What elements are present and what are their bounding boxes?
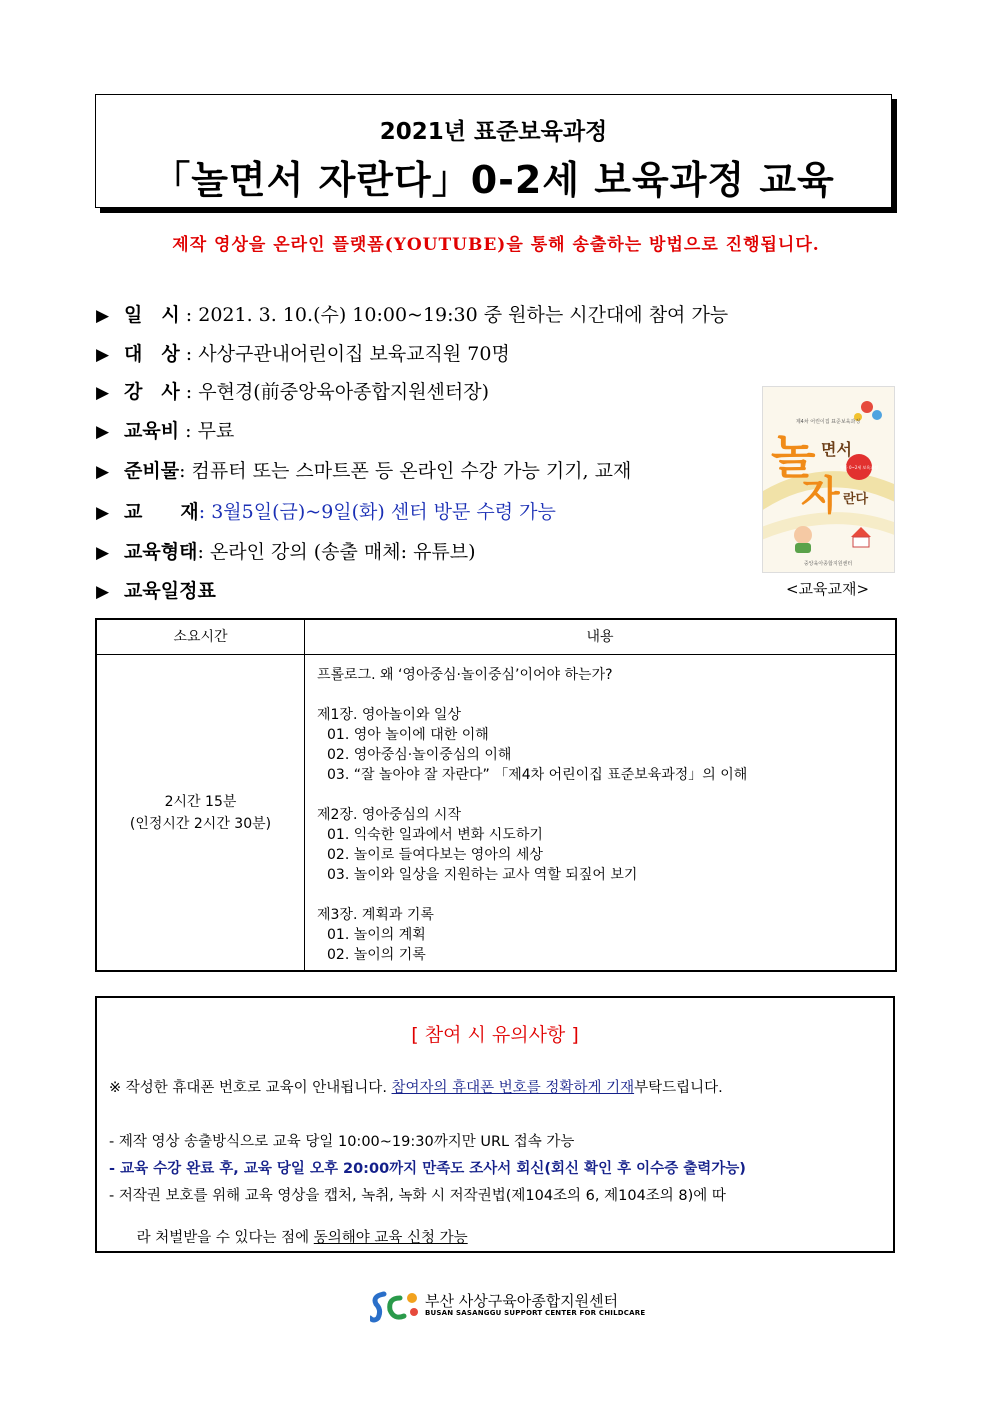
info-value: : 사상구관내어린이집 보육교직원 70명 (179, 343, 510, 365)
schedule-table (95, 618, 897, 972)
bullet-triangle-icon: ▶ (96, 306, 110, 326)
caution-emphasis: 참여자의 휴대폰 번호를 정확하게 기재 (391, 1080, 635, 1096)
center-name-english: BUSAN SASANGGU SUPPORT CENTER FOR CHILDCARE (425, 1309, 646, 1317)
info-label: 교 재 (124, 501, 199, 523)
info-value: : 온라인 강의 (송출 매체: 유튜브) (197, 541, 476, 563)
caution-bullet-access: - 제작 영상 송출방식으로 교육 당일 10:00~19:30까지만 URL 접속 가능 (109, 1134, 575, 1150)
textbook-cover-image (762, 386, 895, 573)
info-target (96, 339, 510, 366)
bullet-triangle-icon: ▶ (96, 462, 110, 482)
info-label: 일 시 (124, 304, 180, 326)
info-value: : 2021. 3. 10.(수) 10:00~19:30 중 원하는 시간대에 참여 가능 (179, 304, 729, 326)
bullet-triangle-icon: ▶ (96, 503, 110, 523)
caution-bullet-copyright: - 저작권 보호를 위해 교육 영상을 캡처, 녹취, 녹화 시 저작권법(제104조의 6, 제104조의 8)에 따 (109, 1188, 726, 1204)
center-logo-icon (370, 1288, 422, 1324)
info-label: 강 사 (124, 381, 180, 403)
title-box (95, 94, 892, 208)
info-format (96, 537, 476, 564)
content-line (317, 785, 887, 805)
textbook-illustration (763, 387, 894, 572)
info-lecturer (96, 377, 489, 404)
book-title-part4: 란다 (843, 492, 869, 507)
info-label: 교육비 (124, 420, 180, 442)
info-value: : 컴퓨터 또는 스마트폰 등 온라인 수강 가능 기기, 교재 (179, 460, 632, 482)
info-date (96, 300, 728, 327)
caution-text: 라 처벌받을 수 있다는 점에 (127, 1230, 314, 1246)
info-value: : 무료 (179, 420, 235, 442)
caution-box (95, 996, 895, 1253)
content-line: 제2장. 영아중심의 시작 (317, 807, 461, 823)
book-top-text: 제4차 어린이집 표준보육과정 (795, 419, 861, 425)
info-label: 대 상 (124, 343, 180, 365)
book-title-char3: 자 (801, 473, 840, 519)
cell-duration (97, 655, 305, 970)
info-value: : 3월5일(금)~9일(화) 센터 방문 수령 가능 (198, 501, 556, 523)
info-fee (96, 416, 234, 443)
info-supplies (96, 456, 631, 483)
content-line: 02. 영아중심·놀이중심의 이해 (327, 747, 512, 763)
bullet-triangle-icon: ▶ (96, 422, 110, 442)
info-label: 교육형태 (124, 541, 198, 563)
book-badge-text: 영아 0~2세 보육과정 (839, 465, 879, 470)
book-title-char1: 놀 (771, 430, 816, 484)
header-duration: 소요시간 (97, 620, 305, 655)
info-label: 준비물 (124, 460, 180, 482)
broadcast-notice: 제작 영상을 온라인 플랫폼(YOUTUBE)을 통해 송출하는 방법으로 진행됩니다. (172, 235, 820, 255)
book-title-part2: 면서 (821, 440, 852, 459)
content-line: 03. “잘 놀아야 잘 자란다” 「제4차 어린이집 표준보육과정」의 이해 (327, 767, 748, 783)
caution-bullet-survey: - 교육 수강 완료 후, 교육 당일 오후 20:00까지 만족도 조사서 회신(회신 확인 후 이수증 출력가능) (109, 1161, 746, 1177)
duration-main: 2시간 15분 (164, 793, 237, 810)
caution-phone-notice (109, 1076, 723, 1097)
info-schedule-heading (96, 576, 216, 603)
center-name-korean: 부산 사상구육아종합지원센터 (425, 1292, 619, 1310)
cell-content (317, 665, 887, 965)
content-line: 제3장. 계획과 기록 (317, 907, 434, 923)
info-value: : 우현경(前중앙육아종합지원센터장) (179, 381, 490, 403)
duration-credited: (인정시간 2시간 30분) (129, 815, 272, 832)
page-title: 「놀면서 자란다」0-2세 보육과정 교육 (152, 158, 835, 202)
content-line: 01. 익숙한 일과에서 변화 시도하기 (327, 827, 543, 843)
content-line: 01. 영아 놀이에 대한 이해 (327, 727, 489, 743)
bullet-triangle-icon: ▶ (96, 383, 110, 403)
content-line (317, 685, 887, 705)
bullet-triangle-icon: ▶ (96, 582, 110, 602)
caution-bullet-copyright-cont (109, 1210, 468, 1263)
info-label: 교육일정표 (124, 580, 216, 602)
header-content: 내용 (305, 620, 895, 655)
title-subtitle: 2021년 표준보육과정 (379, 119, 608, 145)
caution-text: 부탁드립니다. (634, 1080, 723, 1096)
content-line: 01. 놀이의 계획 (327, 927, 426, 943)
content-line (317, 885, 887, 905)
content-line: 02. 놀이의 기록 (327, 947, 426, 963)
caution-emphasis: 동의해야 교육 신청 가능 (313, 1230, 468, 1246)
content-line: 제1장. 영아놀이와 일상 (317, 707, 461, 723)
content-line: 02. 놀이로 들여다보는 영아의 세상 (327, 847, 543, 863)
textbook-caption: <교육교재> (785, 580, 870, 598)
book-publisher: 중앙육아종합지원센터 (803, 561, 853, 567)
content-line: 프롤로그. 왜 ‘영아중심·놀이중심’이어야 하는가? (317, 667, 613, 683)
content-line: 03. 놀이와 일상을 지원하는 교사 역할 되짚어 보기 (327, 867, 638, 883)
caution-title: [ 참여 시 유의사항 ] (411, 1024, 579, 1046)
caution-text: ※ 작성한 휴대폰 번호로 교육이 안내됩니다. (109, 1080, 392, 1096)
bullet-triangle-icon: ▶ (96, 543, 110, 563)
info-textbook (96, 497, 556, 524)
bullet-triangle-icon: ▶ (96, 345, 110, 365)
